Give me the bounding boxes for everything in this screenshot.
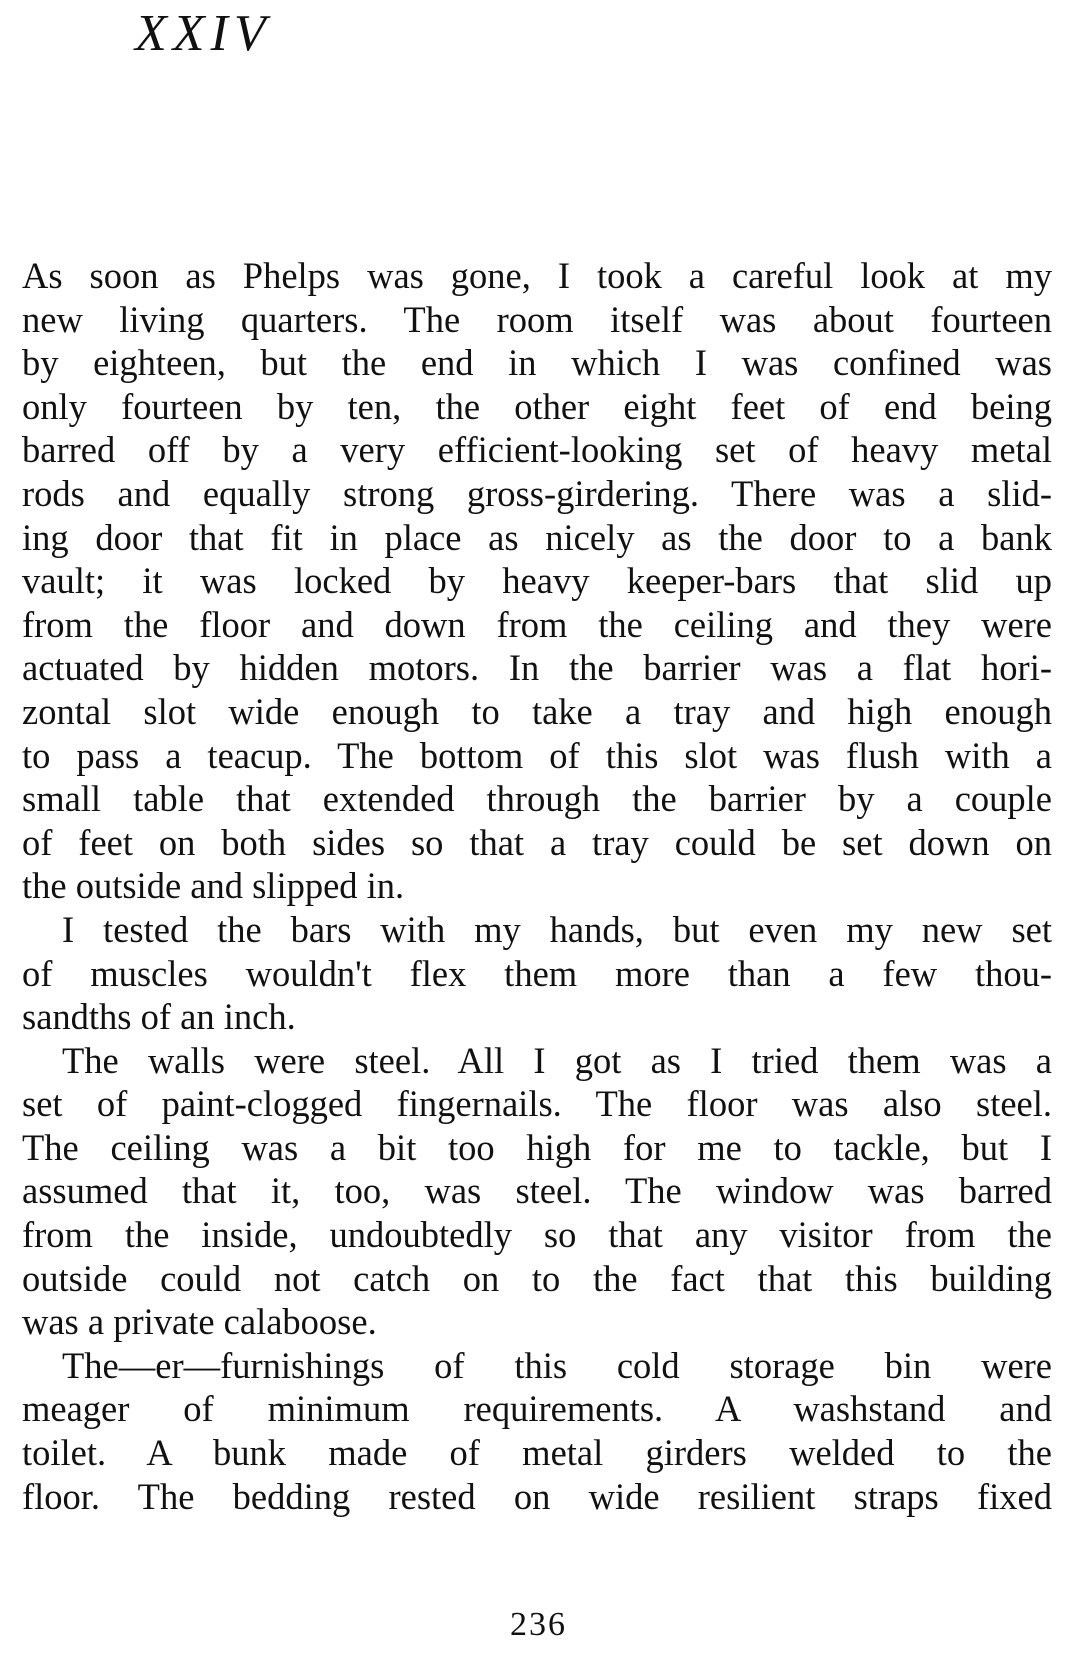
paragraph: [22, 908, 1052, 1039]
text-line: the outside and slipped in.: [22, 865, 405, 907]
text-line: As soon as Phelps was gone, I took a careful look at my: [22, 255, 1052, 296]
text-line: small table that extended through the barrier by a couple: [22, 778, 1052, 820]
text-line: of feet on both sides so that a tray could be set down on: [22, 821, 1052, 863]
text-line: The walls were steel. All I got as I tried them was a: [62, 1039, 1052, 1081]
paragraph: [22, 1344, 1052, 1518]
text-line: of muscles wouldn't flex them more than a few thou-: [22, 952, 1052, 994]
text-line: zontal slot wide enough to take a tray and high enough: [22, 690, 1052, 732]
paragraph: [22, 254, 1052, 908]
text-line: floor. The bedding rested on wide resilient straps fixed: [22, 1475, 1052, 1517]
text-line: set of paint-clogged fingernails. The floor was also steel.: [22, 1083, 1052, 1125]
text-line: barred off by a very efficient-looking set of heavy metal: [22, 429, 1052, 471]
text-line: by eighteen, but the end in which I was confined was: [22, 342, 1052, 384]
text-line: ing door that fit in place as nicely as the door to a bank: [22, 516, 1052, 558]
body-text: [22, 254, 1052, 1518]
paragraph: [22, 1039, 1052, 1344]
text-line: rods and equally strong gross-girdering. There was a slid-: [22, 472, 1052, 514]
text-line: I tested the bars with my hands, but even my new set: [62, 908, 1052, 950]
text-line: actuated by hidden motors. In the barrier was a flat hori-: [22, 647, 1052, 689]
text-line: was a private calaboose.: [22, 1301, 377, 1343]
text-line: The ceiling was a bit too high for me to tackle, but I: [22, 1126, 1052, 1168]
text-line: toilet. A bunk made of metal girders welded to the: [22, 1432, 1052, 1474]
text-line: meager of minimum requirements. A washstand and: [22, 1388, 1052, 1430]
text-line: from the inside, undoubtedly so that any visitor from the: [22, 1214, 1052, 1256]
text-line: from the floor and down from the ceiling and they were: [22, 603, 1052, 645]
text-line: The—er—furnishings of this cold storage bin were: [62, 1344, 1052, 1386]
text-line: vault; it was locked by heavy keeper-bars that slid up: [22, 560, 1052, 602]
text-line: sandths of an inch.: [22, 996, 296, 1038]
text-line: only fourteen by ten, the other eight feet of end being: [22, 385, 1052, 427]
page-number: 236: [510, 1606, 567, 1643]
text-line: to pass a teacup. The bottom of this slot was flush with a: [22, 734, 1052, 776]
text-line: new living quarters. The room itself was about fourteen: [22, 298, 1052, 340]
text-line: assumed that it, too, was steel. The window was barred: [22, 1170, 1052, 1212]
text-line: outside could not catch on to the fact that this building: [22, 1257, 1052, 1299]
chapter-title: XXIV: [135, 5, 272, 62]
